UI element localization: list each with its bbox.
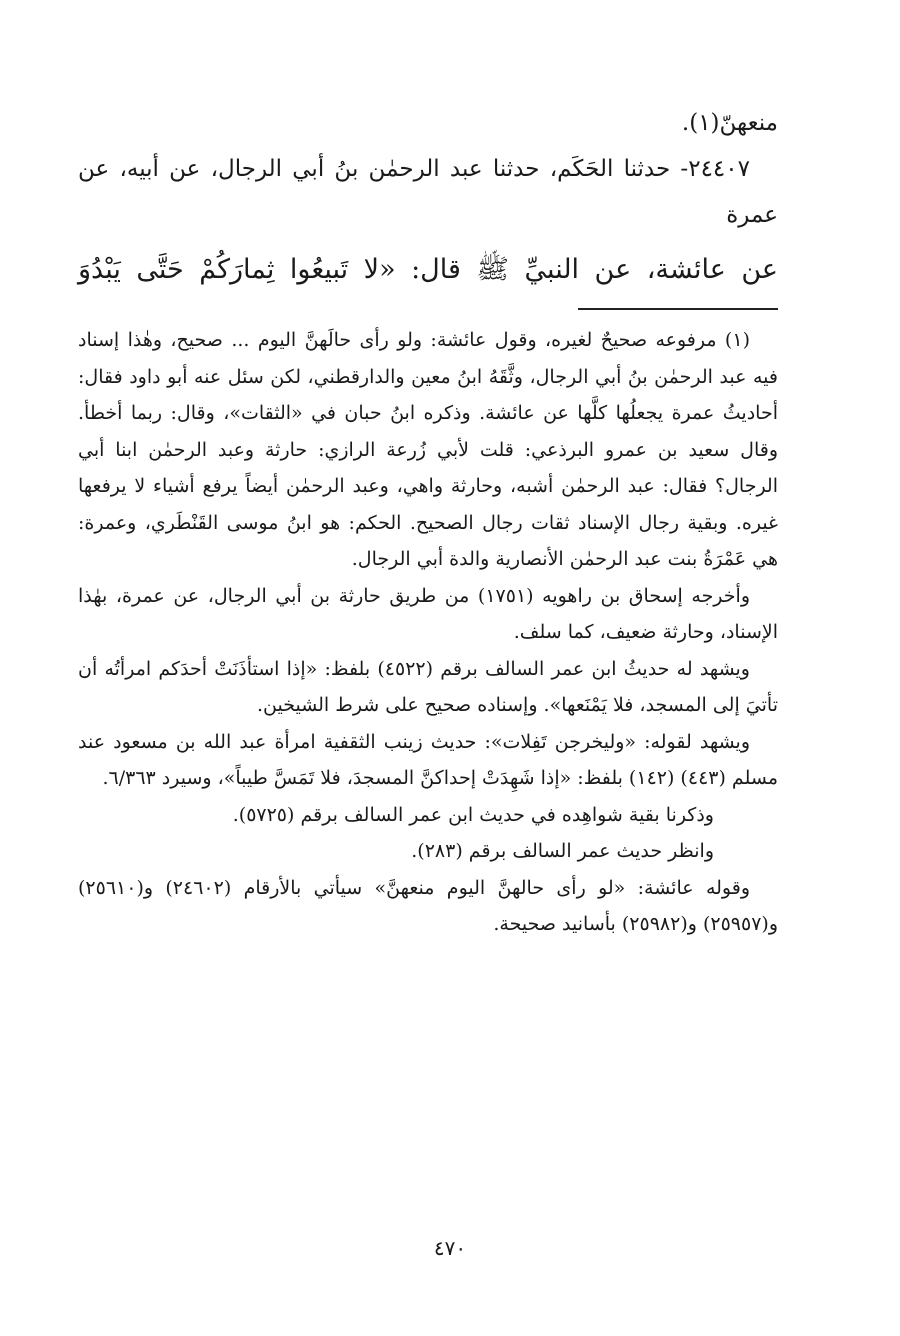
footnotes: [78, 322, 778, 943]
footnote-paragraph: (١) مرفوعه صحيحٌ لغيره، وقول عائشة: ولو رأى حالَهنَّ اليوم ... صحيح، وهٰذا إسناد فيه عبد الرحمٰن بنُ أبي الرجال، وثَّقَهُ ابنُ معين والدارقطني، لكن سئل عنه أبو داود فقال: أحاديثُ عمرة يجعلُها كلَّها عن عائشة. وذكره ابنُ حبان في «الثقات»، وقال: ربما أخطأ. وقال سعيد بن عمرو البرذعي: قلت لأبي زُرعة الرازي: حارثة وعبد الرحمٰن ابنا أبي الرجال؟ فقال: عبد الرحمٰن أشبه، وحارثة واهي، وعبد الرحمٰن أيضاً يرفع أشياء لا يرفعها غيره. وبقية رجال الإسناد ثقات رجال الصحيح. الحكم: هو ابنُ موسى القَنْطَري، وعمرة: هي عَمْرَةُ بنت عبد الرحمٰن الأنصارية والدة أبي الرجال.: [78, 329, 778, 570]
hadith-matn: عن عائشة، عن النبيِّ ﷺ قال: «لا تَبيعُوا ثِمارَكُمْ حَتَّى يَبْدُوَ: [78, 254, 778, 285]
footnote-paragraph: وأخرجه إسحاق بن راهويه (١٧٥١) من طريق حارثة بن أبي الرجال، عن عمرة، بهٰذا الإسناد، وحارثة ضعيف، كما سلف.: [78, 584, 778, 643]
main-text: [78, 100, 778, 298]
footnote-paragraph: وانظر حديث عمر السالف برقم (٢٨٣).: [411, 840, 714, 862]
footnote-paragraph: وذكرنا بقية شواهِده في حديث ابن عمر السالف برقم (٥٧٢٥).: [232, 803, 714, 826]
page-body: [78, 100, 778, 943]
continuation-text: منعهنّ(١).: [681, 110, 778, 136]
footnote-separator: [578, 308, 778, 310]
page-number: ٤٧٠: [433, 1236, 467, 1260]
footnote-paragraph: ويشهد له حديثُ ابن عمر السالف برقم (٤٥٢٢) بلفظ: «إذا استأذَنَتْ أحدَكم امرأتُه أن تأتيَ إلى المسجد، فلا يَمْنَعها». وإسناده صحيح على شرط الشيخين.: [78, 657, 778, 716]
hadith-isnad: ٢٤٤٠٧- حدثنا الحَكَم، حدثنا عبد الرحمٰن بنُ أبي الرجال، عن أبيه، عن عمرة: [78, 156, 778, 228]
footnote-paragraph: ويشهد لقوله: «وليخرجن تَفِلات»: حديث زينب الثقفية امرأة عبد الله بن مسعود عند مسلم (٤٤٣) (١٤٢) بلفظ: «إذا شَهِدَتْ إحداكنَّ المسجدَ، فلا تَمَسَّ طيباً»، وسيرد ٦/٣٦٣.: [78, 730, 778, 789]
footnote-paragraph: وقوله عائشة: «لو رأى حالهنَّ اليوم منعهنَّ» سيأتي بالأرقام (٢٤٦٠٢) و(٢٥٦١٠) و(٢٥٩٥٧) و(٢٥٩٨٢) بأسانيد صحيحة.: [78, 876, 778, 935]
